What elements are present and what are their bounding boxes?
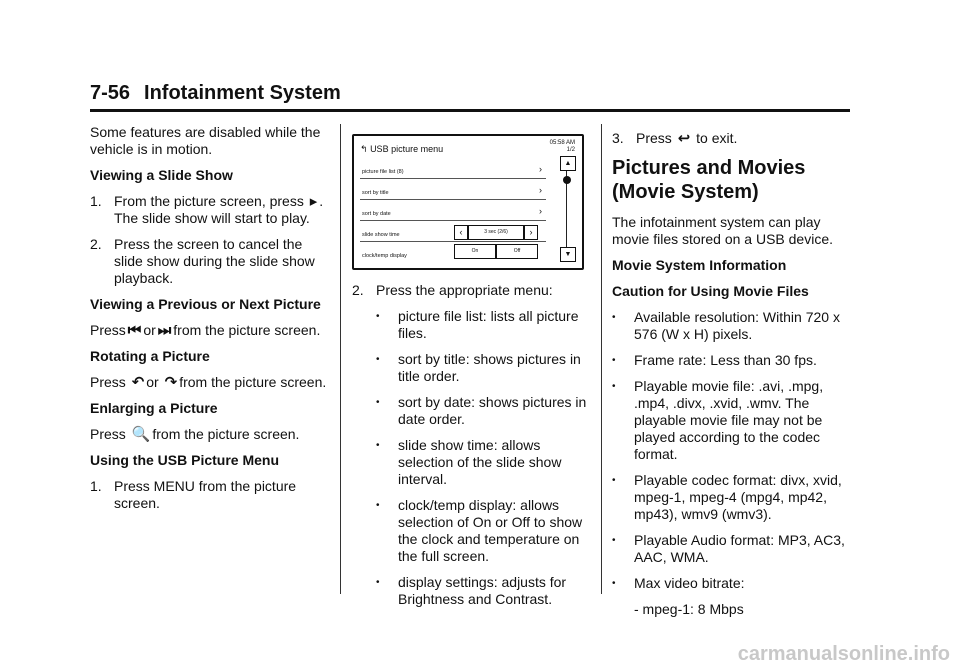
intro-text: Some features are disabled while the vehicle is in motion. (90, 124, 321, 157)
slide-show-heading: Viewing a Slide Show (90, 167, 233, 183)
page-title (90, 82, 850, 104)
menu-row-file-list: picture file list (8) › (360, 158, 546, 179)
column-1 (90, 124, 330, 521)
rotating-text: Press ↶ or ↷ from the picture screen. (90, 374, 327, 391)
scroll-down-icon: ▼ (560, 247, 576, 262)
column-3 (612, 130, 852, 627)
watermark: carmanualsonline.info (737, 643, 950, 665)
movie-intro-text: The infotainment system can play movie files stored on a USB device. (612, 214, 833, 247)
rotating-heading: Rotating a Picture (90, 348, 210, 364)
play-icon: ▸ (309, 193, 318, 210)
back-icon: ↰ (360, 144, 368, 154)
list-item: • sort by title: shows pictures in title order. (376, 351, 581, 384)
header-rule (90, 109, 850, 112)
zoom-icon: 🔍 (131, 426, 151, 443)
screen-scrollbar (560, 156, 574, 262)
clock-on-button: On (454, 244, 496, 259)
screen-clock: 05:58 AM 1/2 (549, 140, 575, 153)
list-item: • slide show time: allows selection of the slide show interval. (376, 437, 562, 487)
list-item: • Available resolution: Within 720 x 576 (W x H) pixels. (612, 309, 840, 342)
chapter-title: Infotainment System (144, 82, 341, 104)
slide-time-increase-button: › (524, 225, 538, 240)
sub-list-item: - mpeg-1: 8 Mbps (634, 601, 744, 617)
slide-show-step-1: 1. From the picture screen, press ▸ . The slide show will start to play. (90, 193, 324, 226)
slide-time-decrease-button: ‹ (454, 225, 468, 240)
page-number: 7-56 (90, 82, 131, 104)
scroll-thumb (563, 176, 571, 184)
usb-menu-heading: Using the USB Picture Menu (90, 452, 280, 468)
chevron-right-icon: › (539, 164, 542, 174)
rotate-right-icon: ↷ (164, 374, 178, 391)
caution-heading: Caution for Using Movie Files (612, 283, 809, 299)
rotate-left-icon: ↶ (131, 374, 145, 391)
next-icon: ⏭ (157, 322, 172, 339)
usb-menu-step-2: 2. Press the appropriate menu: (352, 282, 553, 298)
list-item: • sort by date: shows pictures in date order. (376, 394, 587, 427)
column-2 (352, 134, 590, 617)
previous-icon: ⏮ (127, 322, 142, 339)
menu-row-slide-time: slide show time (360, 221, 546, 242)
list-item: • picture file list: lists all picture files. (376, 308, 579, 341)
column-divider-1 (340, 124, 341, 594)
usb-picture-menu-screen (352, 134, 584, 270)
list-item: • Playable Audio format: MP3, AC3, AAC, WMA. (612, 532, 845, 565)
list-item: • Playable codec format: divx, xvid, mpeg-1, mpeg-4 (mpg4, mp42, mp43), wmv9 (wmv3). (612, 472, 842, 522)
menu-row-sort-date: sort by date › (360, 200, 546, 221)
movie-info-heading: Movie System Information (612, 257, 787, 273)
scroll-up-icon: ▲ (560, 156, 576, 171)
page-header (90, 82, 850, 112)
prev-next-text: Press ⏮ or ⏭ from the picture screen. (90, 322, 321, 339)
usb-menu-step-1: 1. Press MENU from the picture screen. (90, 478, 297, 511)
chevron-right-icon: › (539, 206, 542, 216)
screen-page-indicator: 1/2 (566, 147, 575, 153)
list-item: • Playable movie file: .avi, .mpg, .mp4, .divx, .xvid, .wmv. The playable movie file may not be played according to the codec format. (612, 378, 824, 462)
list-item: • display settings: adjusts for Brightness and Contrast. (376, 574, 567, 607)
list-item: • Max video bitrate: (612, 575, 745, 591)
usb-menu-step-3: 3. Press ↩ to exit. (612, 130, 738, 147)
prev-next-heading: Viewing a Previous or Next Picture (90, 296, 321, 312)
clock-off-button: Off (496, 244, 538, 259)
column-divider-2 (601, 124, 602, 594)
back-icon: ↩ (677, 130, 691, 147)
slide-show-step-2: 2. Press the screen to cancel the slide show during the slide show playback. (90, 236, 315, 286)
enlarging-heading: Enlarging a Picture (90, 400, 218, 416)
chevron-right-icon: › (539, 185, 542, 195)
menu-row-clock-temp: clock/temp display (362, 253, 407, 259)
enlarging-text: Press 🔍 from the picture screen. (90, 426, 300, 443)
menu-row-sort-title: sort by title › (360, 179, 546, 200)
screen-title: ↰ USB picture menu (360, 144, 444, 154)
section-heading: Pictures and Movies (Movie System) (612, 157, 806, 203)
list-item: • Frame rate: Less than 30 fps. (612, 352, 817, 368)
slide-time-value: 3 sec (2/6) (468, 225, 524, 240)
list-item: • clock/temp display: allows selection of On or Off to show the clock and temperature on the full screen. (376, 497, 583, 564)
